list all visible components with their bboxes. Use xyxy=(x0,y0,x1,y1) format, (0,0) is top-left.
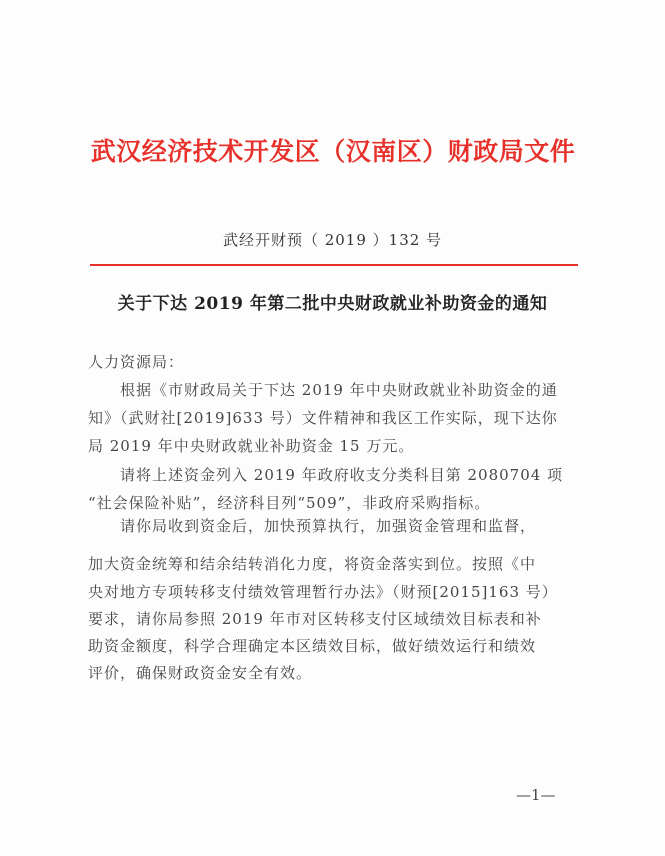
body-line: 局 2019 年中央财政就业补助资金 15 万元。 xyxy=(88,437,415,455)
body-line: 根据《市财政局关于下达 2019 年中央财政就业补助资金的通 xyxy=(88,381,558,399)
body-line: 加大资金统筹和结余结转消化力度，将资金落实到位。按照《中 xyxy=(88,555,537,573)
body-line: 要求，请你局参照 2019 年市对区转移支付区域绩效目标表和补 xyxy=(88,610,542,628)
body-line: 助资金额度，科学合理确定本区绩效目标，做好绩效运行和绩效 xyxy=(88,637,537,655)
document-title: 关于下达 2019 年第二批中央财政就业补助资金的通知 xyxy=(117,294,548,314)
red-divider xyxy=(90,264,578,266)
document-number: 武经开财预（ 2019 ）132 号 xyxy=(222,231,443,249)
recipient: 人力资源局： xyxy=(88,353,185,371)
body-line: “社会保险补贴”，经济科目列“509”，非政府采购指标。 xyxy=(88,494,491,512)
document-header: 武汉经济技术开发区（汉南区）财政局文件 xyxy=(90,137,576,166)
body-line: 请将上述资金列入 2019 年政府收支分类科目第 2080704 项 xyxy=(88,466,564,484)
body-line: 评价，确保财政资金安全有效。 xyxy=(88,664,313,682)
body-line: 央对地方专项转移支付绩效管理暂行办法》（财预[2015]163 号） xyxy=(88,583,558,601)
body-line: 请你局收到资金后，加快预算执行，加强资金管理和监督， xyxy=(88,517,537,535)
page-number: —1— xyxy=(516,786,556,804)
body-line: 知》（武财社[2019]633 号）文件精神和我区工作实际，现下达你 xyxy=(88,409,558,427)
